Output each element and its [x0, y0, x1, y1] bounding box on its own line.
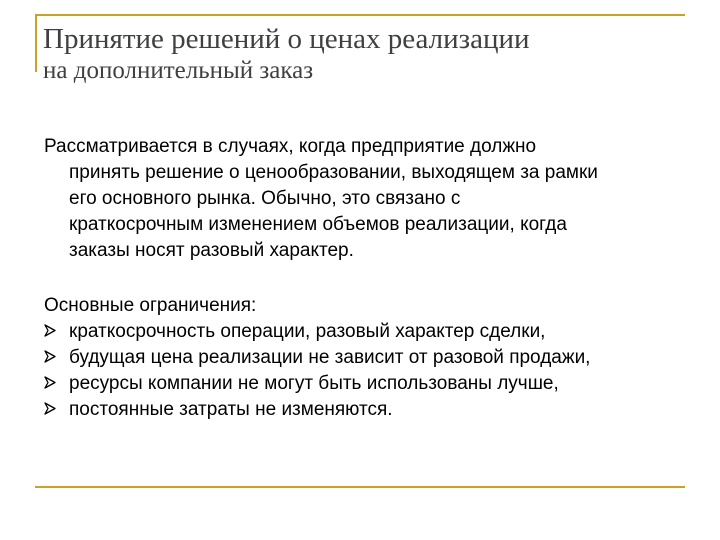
limitations-heading: Основные ограничения: [44, 295, 257, 316]
limitations-section [44, 293, 684, 423]
list-item [44, 345, 684, 371]
arrow-bullet-icon [44, 349, 69, 362]
paragraph-line: заказы носят разовый характер. [69, 240, 354, 261]
paragraph-line: его основного рынка. Обычно, это связано с [69, 188, 461, 209]
paragraph-line: краткосрочным изменением объемов реализации, когда [69, 214, 567, 235]
description-paragraph [44, 134, 684, 264]
list-item [44, 319, 684, 345]
title-line-2: на дополнительный заказ [43, 57, 314, 84]
arrow-bullet-icon [44, 323, 69, 336]
list-item-text: постоянные затраты не изменяются. [69, 399, 393, 420]
list-item [44, 397, 684, 423]
left-rule [35, 14, 37, 72]
top-rule [35, 14, 685, 16]
title-line-1: Принятие решений о ценах реализации [43, 23, 530, 55]
list-item-text: будущая цена реализации не зависит от разовой продажи, [69, 347, 591, 368]
bottom-rule [35, 486, 685, 488]
paragraph-line: Рассматривается в случаях, когда предприятие должно [44, 136, 537, 157]
list-item-text: краткосрочность операции, разовый характер сделки, [69, 321, 546, 342]
list-item [44, 371, 684, 397]
arrow-bullet-icon [44, 375, 69, 388]
paragraph-line: принять решение о ценообразовании, выходящем за рамки [69, 162, 598, 183]
arrow-bullet-icon [44, 401, 69, 414]
list-item-text: ресурсы компании не могут быть использованы лучше, [69, 373, 559, 394]
limitations-list [44, 319, 684, 423]
slide-title [43, 22, 683, 86]
